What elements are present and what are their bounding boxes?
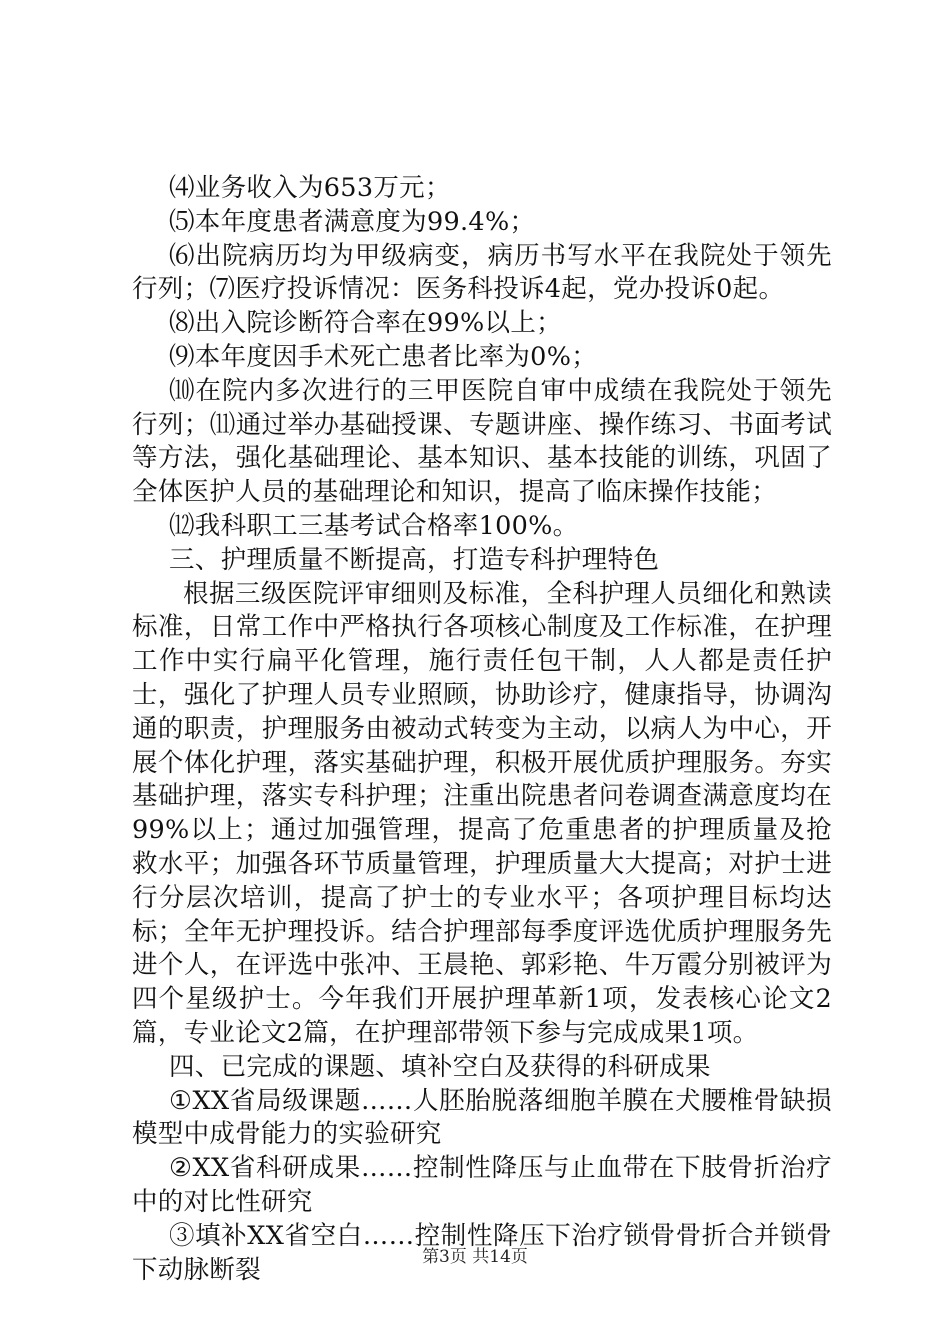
paragraph-item-9: ⑼本年度因手术死亡患者比率为0%；: [168, 341, 598, 372]
paragraph-item-10-11: ⑽在院内多次进行的三甲医院自审中成绩在我院处于领先行列；⑾通过举办基础授课、专题讲座、操作练习、书面考试等方法，强化基础理论、基本知识、基本技能的训练，巩固了全体医护人员的基础理论和知识，提高了临床操作技能；: [132, 375, 832, 508]
paragraph-nursing-quality: 根据三级医院评审细则及标准，全科护理人员细化和熟读标准，日常工作中严格执行各项核心制度及工作标准，在护理工作中实行扁平化管理，施行责任包干制，人人都是责任护士，强化了护理人员专业照顾，协助诊疗，健康指导，协调沟通的职责，护理服务由被动式转变为主动，以病人为中心，开展个体化护理，落实基础护理，积极开展优质护理服务。夯实基础护理，落实专科护理；注重出院患者问卷调查满意度均在99%以上；通过加强管理，提高了危重患者的护理质量及抢救水平；加强各环节质量管理，护理质量大大提高；对护士进行分层次培训，提高了护士的专业水平；各项护理目标均达标；全年无护理投诉。结合护理部每季度评选优质护理服务先进个人，在评选中张冲、王晨艳、郭彩艳、牛万霞分别被评为四个星级护士。今年我们开展护理革新1项，发表核心论文2篇，专业论文2篇，在护理部带领下参与完成成果1项。: [132, 578, 832, 1048]
section-heading-3: 三、护理质量不断提高，打造专科护理特色: [168, 544, 660, 575]
research-item-3: ③填补XX省空白……控制性降压下治疗锁骨骨折合并锁骨下动脉断裂: [132, 1220, 832, 1285]
paragraph-item-12: ⑿我科职工三基考试合格率100%。: [168, 510, 579, 541]
section-heading-4: 四、已完成的课题、填补空白及获得的科研成果: [168, 1051, 711, 1082]
page-number-footer: 第3页 共14页: [422, 1247, 528, 1267]
paragraph-item-8: ⑻出入院诊断符合率在99%以上；: [168, 308, 562, 339]
document-body: [132, 172, 832, 1287]
research-item-2: ②XX省科研成果……控制性降压与止血带在下肢骨折治疗中的对比性研究: [132, 1153, 832, 1217]
paragraph-item-5: ⑸本年度患者满意度为99.4%；: [168, 206, 536, 237]
paragraph-item-4: ⑷业务收入为653万元；: [168, 173, 451, 203]
research-item-1: ①XX省局级课题……人胚胎脱落细胞羊膜在犬腰椎骨缺损模型中成骨能力的实验研究: [132, 1085, 832, 1150]
paragraph-item-6-7: ⑹出院病历均为甲级病变，病历书写水平在我院处于领先行列；⑺医疗投诉情况：医务科投诉4起，党办投诉0起。: [132, 240, 832, 305]
